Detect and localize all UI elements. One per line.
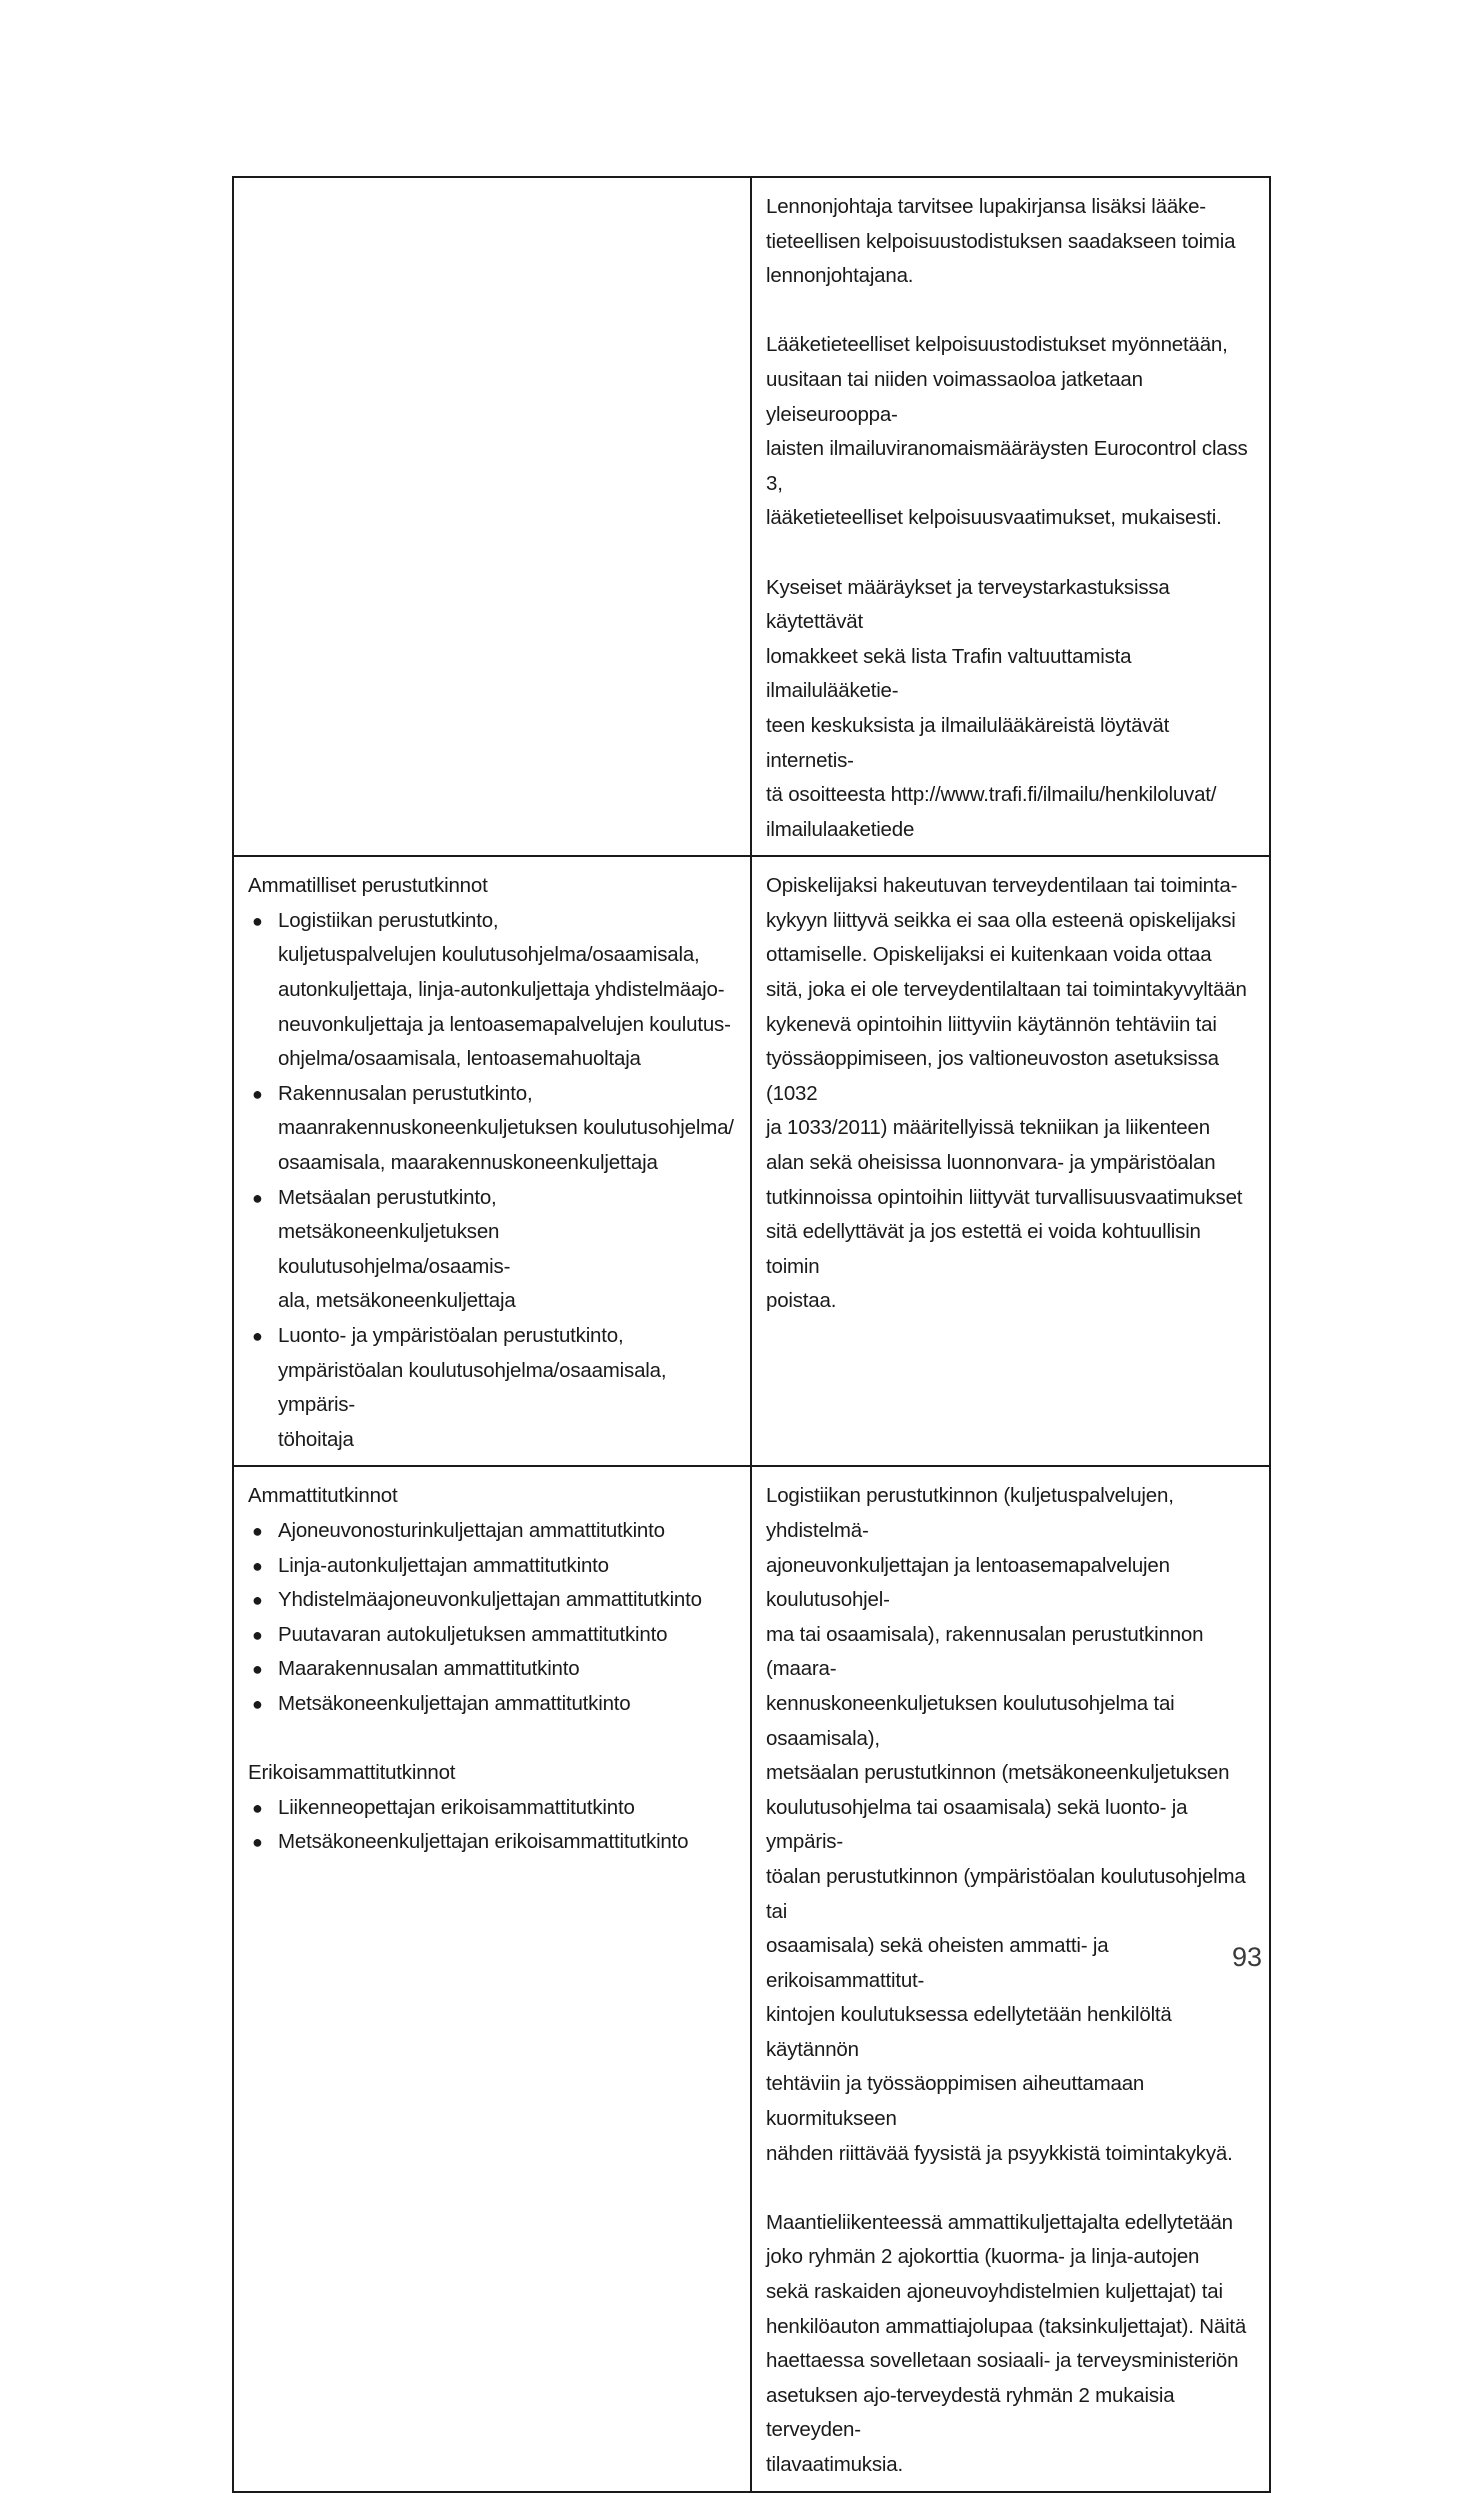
row3-right-cell bbox=[751, 1466, 1270, 2491]
section-title: Ammatilliset perustutkinnot bbox=[248, 874, 488, 898]
list-item bbox=[248, 904, 736, 1077]
list-item bbox=[248, 1652, 736, 1687]
list-item-text: Linja-autonkuljettajan ammattitutkinto bbox=[278, 1553, 609, 1577]
paragraph: Lääketieteelliset kelpoisuustodistukset myönnetään, uusitaan tai niiden voimassaoloa jatketaan yleiseurooppa- laisten ilmailuviranomaismääräysten Eurocontrol class 3, lääketieteelliset kelpoisuusvaatimukset, mukaisesti. bbox=[766, 333, 1248, 530]
row3-left-cell bbox=[233, 1466, 751, 2491]
list-item bbox=[248, 1687, 736, 1722]
bullet-icon: ● bbox=[252, 1624, 263, 1645]
requirements-table bbox=[232, 176, 1271, 2493]
bullet-icon: ● bbox=[252, 910, 263, 931]
list-item-text: Logistiikan perustutkinto, kuljetuspalvelujen koulutusohjelma/osaamisala, autonkuljettaja, linja-autonkuljettaja yhdistelmäajo- neuvonkuljettaja ja lentoasemapalvelujen koulutus- ohjelma/osaamisala, lentoasemahuoltaja bbox=[278, 908, 731, 1071]
paragraph: Lennonjohtaja tarvitsee lupakirjansa lisäksi lääke- tieteellisen kelpoisuustodistuksen saadakseen toimia lennonjohtajana. bbox=[766, 195, 1236, 288]
list-item-text: Metsäalan perustutkinto, metsäkoneenkuljetuksen koulutusohjelma/osaamis- ala, metsäkoneenkuljettaja bbox=[278, 1185, 516, 1313]
bullet-list bbox=[248, 904, 736, 1458]
page-number: 93 bbox=[1232, 1942, 1263, 1972]
table-row bbox=[233, 856, 1270, 1466]
bullet-icon: ● bbox=[252, 1555, 263, 1576]
paragraph: Opiskelijaksi hakeutuvan terveydentilaan tai toiminta- kykyyn liittyvä seikka ei saa olla esteenä opiskelijaksi ottamiselle. Opiskelijaksi ei kuitenkaan voida ottaa sitä, joka ei ole terveydentilaltaan tai toimintakyvyltään kykenevä opintoihin liittyviin käytännön tehtäviin tai työssäoppimiseen, jos valtioneuvoston asetuksissa (1032 ja 1033/2011) määritellyissä tekniikan ja liikenteen alan sekä oheisissa luonnonvara- ja ympäristöalan tutkinnoissa opintoihin liittyvät turvallisuusvaatimukset sitä edellyttävät ja jos estettä ei voida kohtuullisin toimin poistaa. bbox=[766, 874, 1247, 1313]
list-item-text: Puutavaran autokuljetuksen ammattitutkinto bbox=[278, 1622, 668, 1646]
bullet-icon: ● bbox=[252, 1797, 263, 1818]
list-item-text: Luonto- ja ympäristöalan perustutkinto, ympäristöalan koulutusohjelma/osaamisala, ympäris- töhoitaja bbox=[278, 1324, 667, 1451]
row2-right-cell bbox=[751, 856, 1270, 1466]
list-item bbox=[248, 1825, 736, 1860]
paragraph: Maantieliikenteessä ammattikuljettajalta edellytetään joko ryhmän 2 ajokorttia (kuorma- ja linja-autojen sekä raskaiden ajoneuvoyhdistelmien kuljettajat) tai henkilöauton ammattiajolupaa (taksinkuljettajat). Näitä haettaessa sovelletaan sosiaali- ja terveysministeriön asetuksen ajo-terveydestä ryhmän 2 mukaisia terveyden- tilavaatimuksia. bbox=[766, 2210, 1247, 2476]
bullet-icon: ● bbox=[252, 1187, 263, 1208]
section-title: Erikoisammattitutkinnot bbox=[248, 1761, 456, 1785]
list-item bbox=[248, 1583, 736, 1618]
paragraph: Kyseiset määräykset ja terveystarkastuksissa käytettävät lomakkeet sekä lista Trafin valtuuttamista ilmailulääketie- teen keskuksista ja ilmailulääkäreistä löytävät internetis- tä osoitteesta http://www.trafi.fi/ilmailu/henkiloluvat/ ilmailulaaketiede bbox=[766, 575, 1217, 841]
list-item-text: Liikenneopettajan erikoisammattitutkinto bbox=[278, 1795, 635, 1819]
list-item bbox=[248, 1549, 736, 1584]
bullet-icon: ● bbox=[252, 1520, 263, 1541]
bullet-icon: ● bbox=[252, 1326, 263, 1346]
table-row bbox=[233, 1466, 1270, 2491]
bullet-icon: ● bbox=[252, 1832, 263, 1853]
list-item-text: Rakennusalan perustutkinto, maanrakennuskoneenkuljetuksen koulutusohjelma/ osaamisala, maarakennuskoneenkuljettaja bbox=[278, 1081, 734, 1175]
table-row bbox=[233, 177, 1270, 856]
list-item bbox=[248, 1181, 736, 1319]
list-item-text: Maarakennusalan ammattitutkinto bbox=[278, 1657, 580, 1681]
row2-left-cell bbox=[233, 856, 751, 1466]
list-item bbox=[248, 1077, 736, 1181]
list-item-text: Ajoneuvonosturinkuljettajan ammattitutkinto bbox=[278, 1518, 665, 1542]
bullet-icon: ● bbox=[252, 1659, 263, 1680]
bullet-list bbox=[248, 1514, 736, 1722]
list-item bbox=[248, 1618, 736, 1653]
list-item-text: Metsäkoneenkuljettajan erikoisammattitutkinto bbox=[278, 1830, 689, 1854]
bullet-list bbox=[248, 1791, 736, 1860]
bullet-icon: ● bbox=[252, 1693, 263, 1714]
section-title: Ammattitutkinnot bbox=[248, 1484, 398, 1508]
list-item-text: Metsäkoneenkuljettajan ammattitutkinto bbox=[278, 1691, 631, 1715]
paragraph: Logistiikan perustutkinnon (kuljetuspalvelujen, yhdistelmä- ajoneuvonkuljettajan ja lentoasemapalvelujen koulutusohjel- ma tai osaamisala), rakennusalan perustutkinnon (maara- kennuskoneenkuljetuksen koulutusohjelma tai osaamisala), metsäalan perustutkinnon (metsäkoneenkuljetuksen koulutusohjelma tai osaamisala) sekä luonto- ja ympäris- töalan perustutkinnon (ympäristöalan koulutusohjelma tai osaamisala) sekä oheisten ammatti- ja erikoisammattitut- kintojen koulutuksessa edellytetään henkilöltä käytännön tehtäviin ja työssäoppimisen aiheuttamaan kuormitukseen nähden riittävää fyysistä ja psyykkistä toimintakykyä. bbox=[766, 1484, 1246, 2165]
list-item bbox=[248, 1514, 736, 1549]
row1-right-cell bbox=[751, 177, 1270, 856]
list-item bbox=[248, 1791, 736, 1826]
list-item-text: Yhdistelmäajoneuvonkuljettajan ammattitutkinto bbox=[278, 1588, 702, 1612]
list-item bbox=[248, 1319, 736, 1457]
bullet-icon: ● bbox=[252, 1590, 263, 1611]
bullet-icon: ● bbox=[252, 1083, 263, 1104]
row1-left-cell bbox=[233, 177, 751, 856]
